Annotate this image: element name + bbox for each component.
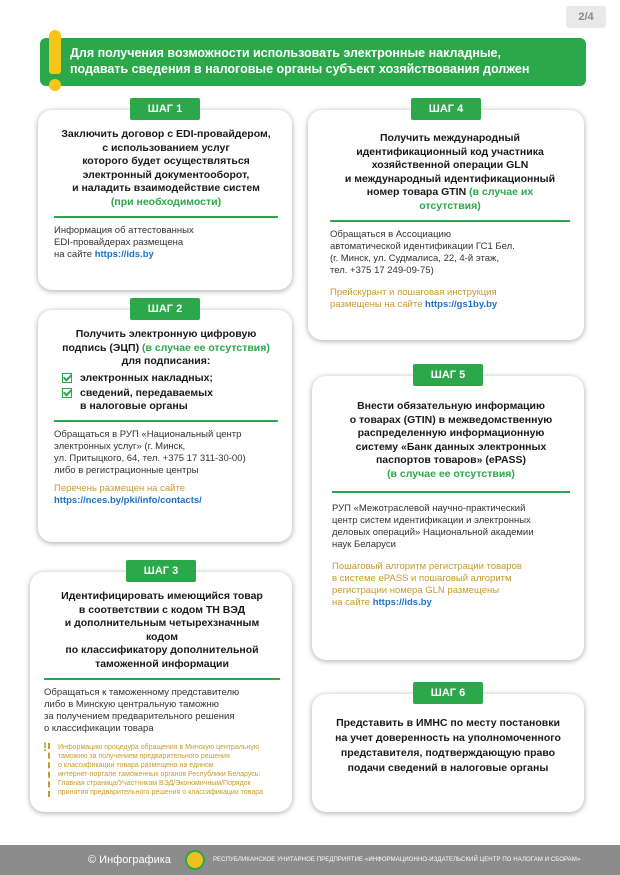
header-line: Для получения возможности использовать электронные накладные, (70, 46, 501, 60)
info-line: за получением предварительного решения (44, 711, 235, 722)
step-5-title (332, 400, 570, 481)
info-line: электронных услуг» (г. Минск, (54, 440, 186, 452)
note-line: принятия предварительного решения о классификации товара (58, 789, 264, 796)
info-prefix: на сайте (54, 249, 93, 260)
info-line: деловых операций» Национальной академии (332, 527, 534, 538)
title-line: на учет доверенность на уполномоченного (335, 732, 561, 744)
source-line (332, 597, 570, 609)
source-line: Пошаговый алгоритм регистрации товаров (332, 561, 522, 572)
info-line: Обращаться в РУП «Национальный центр (54, 428, 242, 440)
step-4-info (330, 229, 570, 277)
step-4-title (330, 132, 570, 213)
step-2-title (54, 328, 278, 369)
check-item (62, 387, 278, 400)
info-line: (г. Минск, ул. Судмалиса, 22, 4-й этаж, (330, 253, 499, 264)
checkbox-icon (62, 373, 72, 383)
ids-link[interactable]: https://ids.by (94, 249, 154, 260)
step-2-source: Перечень размещен на сайте (54, 482, 185, 494)
note-line: Главная страница/Участникам ВЭД/Экономичным/Порядок (58, 780, 251, 787)
step-5-info (332, 503, 570, 551)
check-label: электронных накладных; (80, 371, 213, 384)
info-line: тел. +375 17 249-09-75) (330, 265, 434, 276)
step-3-note (43, 740, 280, 797)
title-line: в соответствии с кодом ТН ВЭД (78, 603, 246, 616)
step-1-card (38, 103, 292, 290)
source-prefix: на сайте (332, 597, 371, 608)
source-line: в системе ePASS и пошаговый алгоритм (332, 573, 512, 584)
title-note: (при необходимости) (110, 195, 222, 208)
title-line: Получить электронную цифровую (75, 328, 257, 340)
title-line: и дополнительным четырехзначным кодом (64, 617, 260, 643)
step-1-info (54, 225, 278, 261)
divider (332, 491, 570, 493)
note-line: интернет-портале таможенных органов Республики Беларусь: (58, 771, 261, 778)
emblem-icon (185, 850, 205, 870)
step-2-card (38, 303, 292, 542)
info-line: о классификации товара (44, 723, 154, 734)
step-3-card (30, 565, 292, 812)
title-note: (в случае их отсутствия) (419, 186, 534, 212)
footer (0, 845, 620, 875)
check-item (62, 372, 278, 385)
step-4-source (330, 287, 570, 311)
title-line: электронный документооборот, (82, 168, 250, 181)
title-note: (в случае ее отсутствия) (387, 467, 515, 480)
step-6-card (312, 687, 584, 812)
title-line: о товарах (GTIN) в межведомственную (349, 413, 553, 426)
checkbox-icon (62, 388, 72, 398)
title-line: распределенную информационную (357, 427, 545, 439)
step-6-label: ШАГ 6 (413, 682, 483, 704)
gs1-link[interactable]: https://gs1by.by (425, 299, 498, 310)
step-3-title (44, 590, 280, 671)
step-1-label: ШАГ 1 (130, 98, 200, 120)
title-line: подачи сведений в налоговые органы (347, 762, 549, 774)
check-item-cont: в налоговые органы (80, 399, 188, 412)
step-1-title (54, 128, 278, 209)
footer-brand: © Инфографика (88, 854, 171, 866)
title-line (60, 342, 272, 356)
title-line: Представить в ИМНС по месту постановки (336, 717, 560, 729)
divider (54, 216, 278, 218)
title-line (336, 186, 564, 213)
source-line (330, 299, 570, 311)
source-line: Прейскурант и пошаговая инструкция (330, 287, 497, 298)
exclamation-icon: ! (43, 740, 47, 754)
step-2-info (54, 429, 278, 477)
step-3-label: ШАГ 3 (126, 560, 196, 582)
source-line: регистрации номера GLN размещены (332, 585, 500, 596)
check-label: сведений, передаваемых (80, 386, 213, 399)
info-line: ул. Притыцкого, 64, тел. +375 17 311-30-00) (54, 452, 246, 464)
title-line: представителя, подтверждающую право (340, 747, 556, 759)
title-note: (в случае ее отсутствия) (142, 341, 270, 354)
note-line: о классификации товара размещена на едином (58, 762, 214, 769)
note-line: Информацию процедура обращения в Минскую центральную (58, 744, 260, 751)
title-line: Идентифицировать имеющийся товар (61, 590, 263, 602)
title-line: хозяйственной операции GLN (371, 159, 529, 171)
title-line: Получить международный (380, 132, 520, 144)
exclamation-icon (46, 30, 64, 94)
title-line: Внести обязательную информацию (357, 400, 545, 412)
info-line: центр систем идентификации и электронных (332, 515, 531, 526)
ids-link[interactable]: https://ids.by (372, 597, 432, 608)
title-line: с использованием услуг (102, 141, 230, 154)
info-line: РУП «Межотраслевой научно-практический (332, 503, 526, 514)
info-line: наук Беларуси (332, 539, 396, 550)
step-5-source (332, 561, 570, 609)
header-line: подавать сведения в налоговые органы субъект хозяйствования должен (70, 62, 530, 76)
page-number: 2/4 (566, 6, 606, 28)
title-text: подпись (ЭЦП) (62, 341, 140, 354)
info-line: автоматической идентификации ГС1 Бел. (330, 241, 515, 252)
divider (44, 678, 280, 680)
step-3-info (44, 687, 280, 735)
info-line: либо в Минскую центральную таможню (44, 699, 219, 710)
page-header (40, 38, 586, 86)
step-4-label: ШАГ 4 (411, 98, 481, 120)
title-line: идентификационный код участника (356, 145, 544, 158)
info-line: Информация об аттестованных (54, 225, 194, 236)
step-6-title (322, 716, 574, 776)
nces-link[interactable]: https://nces.by/pki/info/contacts/ (54, 494, 202, 506)
step-4-card (308, 103, 584, 340)
step-5-label: ШАГ 5 (413, 364, 483, 386)
title-line: паспортов товаров» (ePASS) (375, 454, 527, 466)
footer-org: РЕСПУБЛИКАНСКОЕ УНИТАРНОЕ ПРЕДПРИЯТИЕ «ИНФОРМАЦИОННО-ИЗДАТЕЛЬСКИЙ ЦЕНТР ПО НАЛОГАМ И СБОРАМ» (212, 857, 581, 863)
step-5-card (312, 369, 584, 660)
title-line: таможенной информации (95, 657, 229, 670)
title-line: для подписания: (121, 355, 211, 367)
info-line (54, 249, 278, 261)
title-line: которого будет осуществляться (82, 155, 250, 167)
divider (330, 220, 570, 222)
title-line: Заключить договор с EDI-провайдером, (61, 128, 271, 140)
divider (54, 420, 278, 422)
info-line: EDI-провайдерах размещена (54, 237, 184, 248)
info-line: либо в регистрационные центры (54, 464, 199, 476)
note-line: таможню за получением предварительного решения (58, 753, 230, 760)
title-line: и наладить взаимодействие систем (72, 182, 260, 194)
title-text: номер товара GTIN (366, 186, 467, 198)
title-line: систему «Банк данных электронных (355, 440, 547, 453)
step-2-label: ШАГ 2 (130, 298, 200, 320)
info-line: Обращаться в Ассоциацию (330, 229, 451, 240)
title-line: и международный идентификационный (344, 172, 556, 185)
source-prefix: размещены на сайте (330, 299, 423, 310)
info-line: Обращаться к таможенному представителю (44, 687, 240, 698)
title-line: по классификатору дополнительной (65, 644, 259, 656)
